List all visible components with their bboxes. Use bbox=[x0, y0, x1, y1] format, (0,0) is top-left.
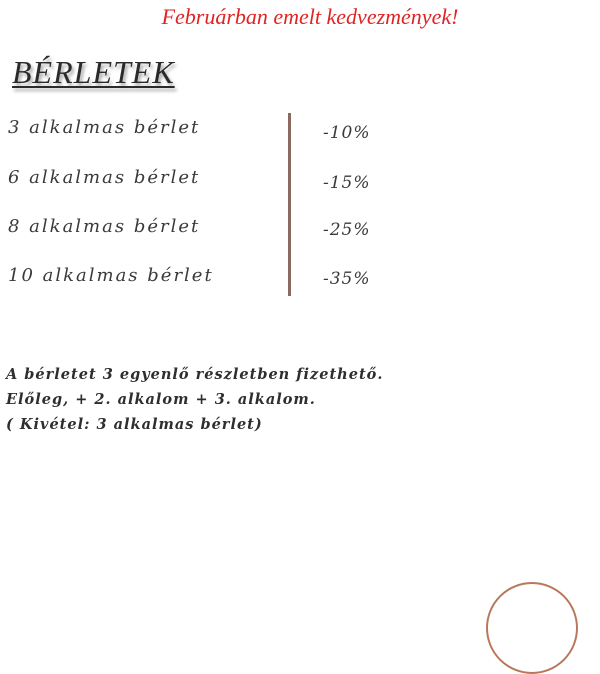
decorative-circle bbox=[486, 582, 578, 674]
pass-row bbox=[0, 265, 600, 295]
pass-discount: -10% bbox=[323, 123, 371, 143]
pass-discount: -35% bbox=[323, 269, 371, 289]
promo-headline: Februárban emelt kedvezmények! bbox=[161, 4, 459, 29]
payment-note-line: A bérletet 3 egyenlő részletben fizethető. bbox=[6, 366, 384, 383]
section-title: BÉRLETEK bbox=[12, 54, 175, 90]
pass-row bbox=[0, 117, 600, 147]
vertical-divider bbox=[288, 113, 291, 296]
payment-note-line: ( Kivétel: 3 alkalmas bérlet) bbox=[6, 416, 263, 433]
payment-note-line: Előleg, + 2. alkalom + 3. alkalom. bbox=[6, 391, 316, 408]
pass-label: 6 alkalmas bérlet bbox=[8, 167, 201, 188]
pass-label: 8 alkalmas bérlet bbox=[8, 216, 201, 237]
pass-discount: -25% bbox=[323, 220, 371, 240]
pass-row bbox=[0, 167, 600, 197]
pass-label: 3 alkalmas bérlet bbox=[8, 117, 201, 138]
pass-discount: -15% bbox=[323, 173, 371, 193]
pass-row bbox=[0, 216, 600, 246]
pass-label: 10 alkalmas bérlet bbox=[8, 265, 214, 286]
